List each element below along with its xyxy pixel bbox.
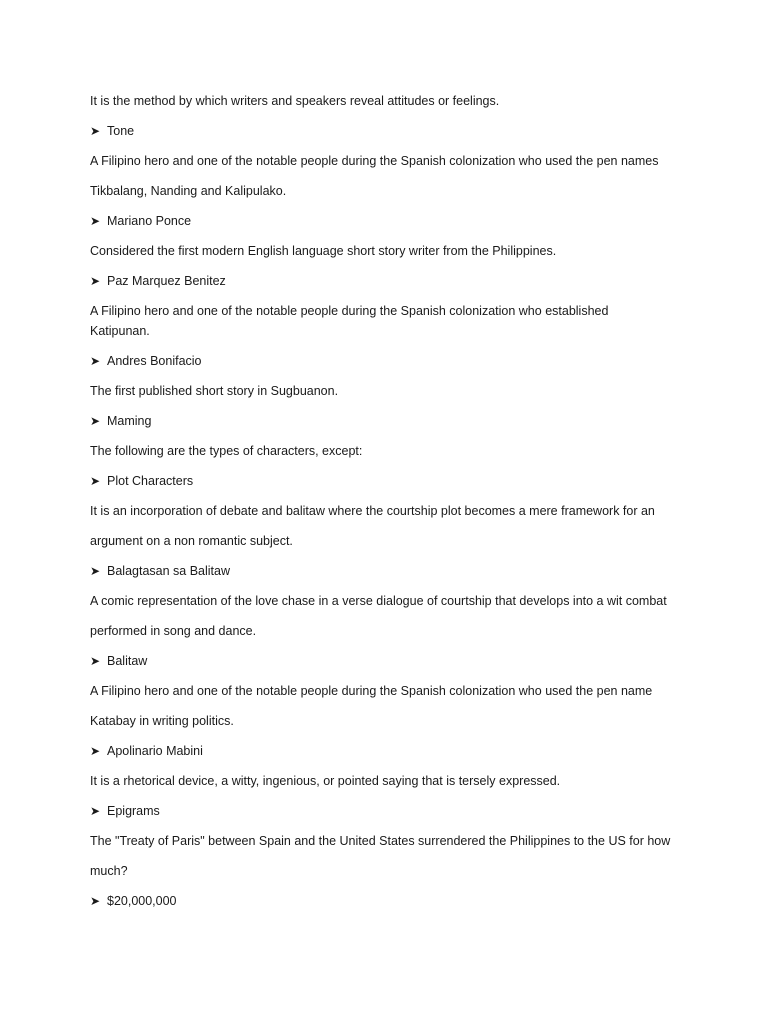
question-text	[90, 441, 690, 461]
answer-text: Maming	[107, 414, 152, 428]
arrow-bullet-icon: ➤	[90, 274, 101, 288]
question-line: The following are the types of characters, except:	[90, 444, 363, 458]
question-text	[90, 771, 690, 791]
answer-item	[90, 651, 690, 671]
question-line: Considered the first modern English language short story writer from the Philippines.	[90, 244, 557, 258]
question-text	[90, 381, 690, 401]
question-text	[90, 301, 690, 341]
answer-item	[90, 121, 690, 141]
question-text	[90, 681, 690, 731]
question-line: The first published short story in Sugbuanon.	[90, 384, 339, 398]
arrow-bullet-icon: ➤	[90, 564, 101, 578]
arrow-bullet-icon: ➤	[90, 124, 101, 138]
answer-text: Apolinario Mabini	[107, 744, 203, 758]
question-line: It is a rhetorical device, a witty, ingenious, or pointed saying that is tersely expressed.	[90, 774, 561, 788]
arrow-bullet-icon: ➤	[90, 744, 101, 758]
question-line: argument on a non romantic subject.	[90, 534, 293, 548]
answer-text: Paz Marquez Benitez	[107, 274, 226, 288]
question-line: The "Treaty of Paris" between Spain and the United States surrendered the Philippines to the US for how	[90, 834, 671, 848]
question-line: It is the method by which writers and speakers reveal attitudes or feelings.	[90, 94, 500, 108]
answer-text: Mariano Ponce	[107, 214, 192, 228]
question-line: Katipunan.	[90, 324, 150, 338]
document-page	[90, 91, 690, 921]
answer-item	[90, 351, 690, 371]
answer-text: Tone	[107, 124, 135, 138]
answer-item	[90, 801, 690, 821]
question-text	[90, 591, 690, 641]
arrow-bullet-icon: ➤	[90, 474, 101, 488]
answer-text: Epigrams	[107, 804, 160, 818]
answer-item	[90, 561, 690, 581]
answer-text: Balitaw	[107, 654, 148, 668]
answer-item	[90, 891, 690, 911]
answer-item	[90, 741, 690, 761]
answer-item	[90, 471, 690, 491]
question-line: performed in song and dance.	[90, 624, 257, 638]
answer-text: Plot Characters	[107, 474, 194, 488]
answer-text: $20,000,000	[107, 894, 177, 908]
answer-item	[90, 411, 690, 431]
question-line: Katabay in writing politics.	[90, 714, 234, 728]
question-line: much?	[90, 864, 128, 878]
question-line: A comic representation of the love chase in a verse dialogue of courtship that develops into a wit combat	[90, 594, 667, 608]
question-line: A Filipino hero and one of the notable people during the Spanish colonization who used the pen names	[90, 154, 659, 168]
question-text	[90, 831, 690, 881]
answer-item	[90, 211, 690, 231]
question-line: Tikbalang, Nanding and Kalipulako.	[90, 184, 287, 198]
question-text	[90, 241, 690, 261]
question-text	[90, 151, 690, 201]
arrow-bullet-icon: ➤	[90, 214, 101, 228]
answer-text: Balagtasan sa Balitaw	[107, 564, 230, 578]
arrow-bullet-icon: ➤	[90, 804, 101, 818]
arrow-bullet-icon: ➤	[90, 654, 101, 668]
arrow-bullet-icon: ➤	[90, 894, 101, 908]
question-line: It is an incorporation of debate and balitaw where the courtship plot becomes a mere framework for an	[90, 504, 655, 518]
answer-text: Andres Bonifacio	[107, 354, 202, 368]
question-text	[90, 501, 690, 551]
question-line: A Filipino hero and one of the notable people during the Spanish colonization who established	[90, 304, 609, 318]
arrow-bullet-icon: ➤	[90, 414, 101, 428]
question-text	[90, 91, 690, 111]
answer-item	[90, 271, 690, 291]
arrow-bullet-icon: ➤	[90, 354, 101, 368]
question-line: A Filipino hero and one of the notable people during the Spanish colonization who used the pen name	[90, 684, 653, 698]
